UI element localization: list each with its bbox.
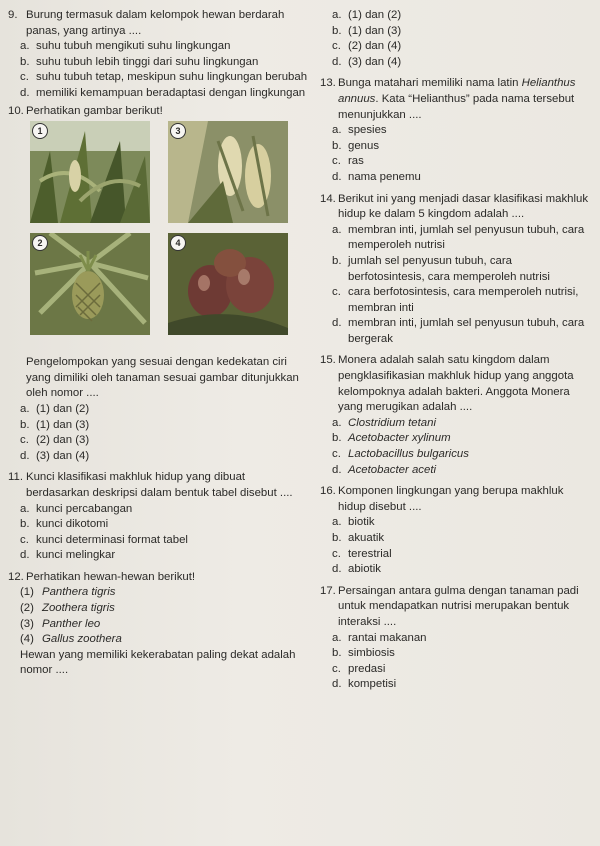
option-text: biotik	[348, 516, 375, 529]
option-letter: c.	[20, 533, 29, 546]
image-label: 2	[32, 235, 48, 251]
option-d	[320, 463, 590, 479]
option-c	[320, 285, 590, 316]
option-text: (3) dan (4)	[36, 449, 90, 462]
option-d	[320, 677, 590, 693]
item-number: (1)	[20, 586, 34, 599]
animal-item	[8, 601, 308, 617]
option-letter: c.	[332, 448, 341, 461]
option-letter: d.	[332, 317, 342, 330]
question-14	[320, 192, 590, 348]
question-number: 11.	[8, 471, 23, 484]
option-text: nama penemu	[348, 170, 421, 183]
option-a	[320, 631, 590, 647]
latin-name: Helianthus annuus	[338, 77, 576, 105]
option-b	[8, 55, 308, 71]
animal-item	[8, 585, 308, 601]
question-number: 17.	[320, 584, 336, 597]
option-letter: b.	[332, 24, 342, 37]
corn-plant-icon	[30, 121, 150, 223]
option-text: kunci melingkar	[36, 549, 116, 562]
option-letter: a.	[332, 124, 342, 137]
option-letter: c.	[20, 434, 29, 447]
option-text: (1) dan (3)	[348, 24, 402, 37]
option-text: Clostridium tetani	[348, 416, 436, 429]
image-label: 4	[170, 235, 186, 251]
option-text: kunci percabangan	[36, 502, 133, 515]
animal-item	[8, 632, 308, 648]
option-letter: b.	[332, 254, 342, 267]
option-c	[8, 70, 308, 86]
question-stem: Berikut ini yang menjadi dasar klasifikasi makhluk hidup ke dalam 5 kingdom adalah ....	[338, 192, 589, 221]
question-stem	[338, 76, 590, 123]
question-number: 16.	[320, 485, 336, 498]
option-text: predasi	[348, 662, 386, 675]
pineapple-icon	[30, 233, 150, 335]
image-label: 1	[32, 123, 48, 139]
option-text: ras	[348, 155, 364, 168]
option-d	[320, 55, 590, 71]
question-text: Pengelompokan yang sesuai dengan kedekatan ciri yang dimiliki oleh tanaman sesuai gambar ditunjukkan oleh nomor ....	[26, 356, 299, 400]
item-text: Panther leo	[42, 617, 101, 630]
option-c	[320, 447, 590, 463]
question-stem: Burung termasuk dalam kelompok hewan berdarah panas, yang artinya ....	[26, 9, 285, 37]
option-c	[8, 433, 308, 449]
option-text: Acetobacter aceti	[348, 463, 437, 476]
option-letter: d.	[332, 563, 342, 576]
item-number: (2)	[20, 602, 34, 615]
question-number: 9.	[8, 9, 18, 21]
option-letter: a.	[332, 516, 342, 529]
rose-apple-icon	[168, 233, 288, 335]
option-b	[8, 418, 308, 434]
option-letter: c.	[20, 71, 29, 84]
option-b	[320, 254, 590, 285]
option-text: (1) dan (2)	[36, 402, 90, 415]
question-15	[320, 353, 590, 478]
option-letter: d.	[332, 678, 342, 691]
option-text: Lactobacillus bulgaricus	[348, 448, 469, 461]
option-a	[320, 515, 590, 531]
option-letter: d.	[20, 549, 30, 562]
option-text: (1) dan (2)	[348, 9, 402, 21]
question-number: 13.	[320, 77, 336, 90]
option-letter: c.	[332, 662, 341, 675]
option-d	[8, 449, 308, 465]
option-text: (2) dan (4)	[348, 40, 402, 53]
option-text: Acetobacter xylinum	[348, 432, 451, 445]
question-number: 14.	[320, 192, 336, 205]
option-letter: b.	[332, 139, 342, 152]
option-text: akuatik	[348, 532, 385, 544]
option-a	[320, 8, 590, 24]
question-12-options	[320, 8, 590, 70]
option-text: suhu tubuh mengikuti suhu lingkungan	[36, 40, 231, 53]
option-text: genus	[348, 139, 380, 152]
option-letter: d.	[332, 55, 342, 68]
question-text: Hewan yang memiliki kekerabatan paling dekat adalah nomor ....	[20, 648, 296, 677]
image-label: 3	[170, 123, 186, 139]
option-b	[320, 531, 590, 547]
option-a	[8, 39, 308, 55]
option-letter: d.	[332, 463, 342, 476]
option-a	[8, 402, 308, 418]
corn-cob-icon	[168, 121, 288, 223]
option-letter: d.	[20, 86, 30, 99]
option-letter: b.	[20, 55, 30, 68]
animal-item	[8, 617, 308, 633]
option-letter: d.	[20, 449, 30, 462]
option-text: kunci determinasi format tabel	[36, 533, 188, 546]
question-stem: Monera adalah salah satu kingdom dalam pengklasifikasian makhluk hidup yang anggota kelompoknya adalah bakteri. Anggota Monera yang merugikan adalah ....	[338, 354, 574, 414]
question-stem: Kunci klasifikasi makhluk hidup yang dibuat berdasarkan deskripsi dalam bentuk tabel disebut ....	[26, 471, 293, 499]
option-letter: a.	[20, 502, 30, 515]
option-d	[320, 170, 590, 186]
question-stem: Persaingan antara gulma dengan tanaman padi untuk mendapatkan nutrisi merupakan bentuk interaksi ....	[338, 584, 579, 628]
option-b	[320, 431, 590, 447]
option-b	[320, 24, 590, 40]
option-letter: a.	[332, 631, 342, 644]
question-number: 12.	[8, 570, 24, 583]
question-stem: Perhatikan gambar berikut!	[26, 104, 163, 117]
option-text: kunci dikotomi	[36, 518, 109, 531]
question-10	[8, 104, 308, 465]
question-stem: Perhatikan hewan-hewan berikut!	[26, 570, 196, 583]
option-letter: d.	[332, 170, 342, 183]
question-11	[8, 470, 308, 564]
plant-image-grid	[30, 121, 320, 349]
option-a	[320, 123, 590, 139]
option-text: (3) dan (4)	[348, 55, 402, 68]
item-number: (4)	[20, 633, 34, 646]
left-column	[8, 8, 308, 681]
option-letter: c.	[332, 40, 341, 53]
option-text: simbiosis	[348, 647, 395, 660]
option-letter: b.	[20, 518, 30, 531]
option-a	[320, 223, 590, 254]
option-d	[8, 548, 308, 564]
option-b	[320, 646, 590, 662]
option-text: (1) dan (3)	[36, 418, 90, 431]
option-text: cara berfotosintesis, cara memperoleh nutrisi, membran inti	[348, 286, 579, 314]
item-text: Zoothera tigris	[42, 602, 115, 615]
item-number: (3)	[20, 617, 34, 630]
option-c	[320, 154, 590, 170]
option-letter: c.	[332, 286, 341, 299]
option-c	[320, 662, 590, 678]
item-text: Gallus zoothera	[42, 633, 122, 646]
option-text: membran inti, jumlah sel penyusun tubuh, cara memperoleh nutrisi	[348, 223, 585, 252]
option-letter: a.	[332, 223, 342, 236]
question-16	[320, 484, 590, 578]
option-letter: a.	[332, 9, 342, 21]
option-text: membran inti, jumlah sel penyusun tubuh, cara bergerak	[348, 317, 585, 345]
question-12	[8, 570, 308, 679]
option-text: suhu tubuh tetap, meskipun suhu lingkungan berubah	[36, 71, 308, 84]
question-9	[8, 8, 308, 102]
option-c	[320, 547, 590, 563]
option-text: terestrial	[348, 547, 392, 560]
option-letter: a.	[20, 40, 30, 53]
question-stem: Komponen lingkungan yang berupa makhluk hidup disebut ....	[338, 485, 564, 513]
option-b	[320, 139, 590, 155]
option-c	[320, 39, 590, 55]
option-letter: a.	[332, 416, 342, 429]
item-text: Panthera tigris	[42, 586, 116, 599]
option-letter: c.	[332, 547, 341, 560]
option-text: kompetisi	[348, 678, 397, 691]
option-letter: a.	[20, 402, 30, 415]
option-text: abiotik	[348, 563, 381, 576]
option-text: suhu tubuh lebih tinggi dari suhu lingkungan	[36, 55, 259, 68]
option-a	[8, 502, 308, 518]
option-text: jumlah sel penyusun tubuh, cara berfotosintesis, cara memperoleh nutrisi	[348, 254, 550, 283]
option-d	[8, 86, 308, 102]
question-13	[320, 76, 590, 185]
option-b	[8, 517, 308, 533]
question-number: 15.	[320, 354, 336, 367]
question-number: 10.	[8, 104, 24, 117]
option-a	[320, 416, 590, 432]
option-letter: c.	[332, 155, 341, 168]
option-letter: b.	[332, 532, 342, 544]
option-c	[8, 533, 308, 549]
option-letter: b.	[332, 647, 342, 660]
stem-text: Bunga matahari memiliki nama latin	[338, 77, 522, 90]
option-text: spesies	[348, 124, 387, 137]
option-letter: b.	[20, 418, 30, 431]
question-17	[320, 584, 590, 693]
option-text: rantai makanan	[348, 631, 427, 644]
right-column	[320, 8, 590, 695]
option-text: memiliki kemampuan beradaptasi dengan lingkungan	[36, 86, 306, 99]
option-letter: b.	[332, 432, 342, 445]
option-text: (2) dan (3)	[36, 434, 90, 447]
stem-text: . Kata “Helianthus” pada nama tersebut menunjukkan ....	[338, 92, 575, 121]
option-d	[320, 562, 590, 578]
option-d	[320, 316, 590, 347]
